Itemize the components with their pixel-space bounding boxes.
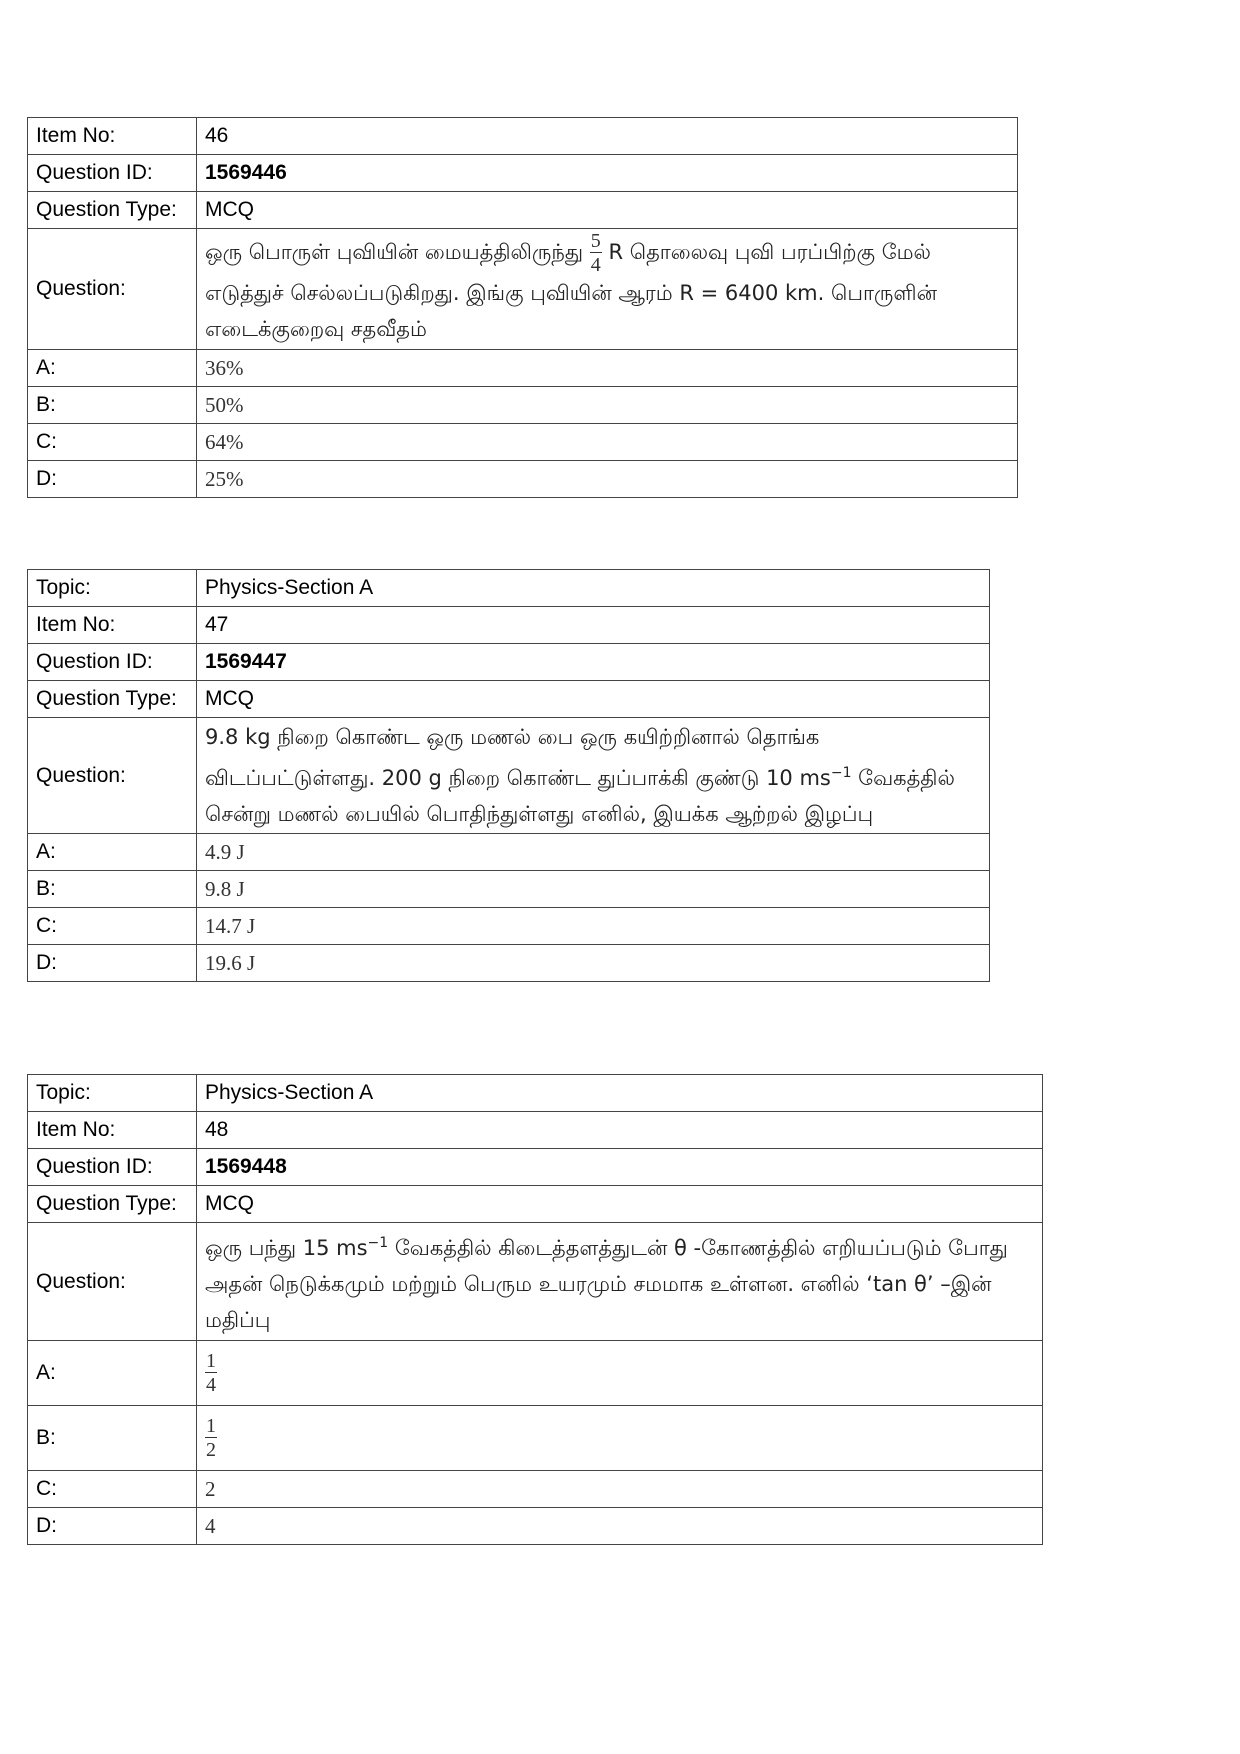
fraction-denominator: 2 [206, 1439, 216, 1461]
option-b-label: B: [28, 1406, 197, 1471]
option-c-row [28, 424, 1018, 461]
question-type-value: MCQ [197, 192, 1018, 229]
option-b-value [197, 1406, 1043, 1471]
option-d-value: 25% [197, 461, 1018, 498]
question-type-label: Question Type: [28, 1186, 197, 1223]
question-text [197, 1223, 1043, 1341]
question-id-value: 1569448 [197, 1149, 1043, 1186]
question-type-label: Question Type: [28, 681, 197, 718]
question-text-part1: 9.8 kg நிறை கொண்ட ஒரு மணல் பை ஒரு கயிற்றினால் தொங்க விடப்பட்டுள்ளது. 200 g நிறை கொண்ட துப்பாக்கி குண்டு 10 ms [205, 725, 831, 790]
question-label: Question: [28, 1223, 197, 1341]
question-id-label: Question ID: [28, 644, 197, 681]
option-c-label: C: [28, 1471, 197, 1508]
item-no-row [28, 607, 990, 644]
option-d-value: 4 [197, 1508, 1043, 1545]
option-a-value [197, 1341, 1043, 1406]
question-label: Question: [28, 229, 197, 350]
fraction-numerator: 1 [206, 1415, 216, 1437]
option-d-value: 19.6 J [197, 945, 990, 982]
topic-value: Physics-Section A [197, 1075, 1043, 1112]
question-row [28, 1223, 1043, 1341]
topic-value: Physics-Section A [197, 570, 990, 607]
question-type-row [28, 1186, 1043, 1223]
question-id-row [28, 644, 990, 681]
option-b-label: B: [28, 387, 197, 424]
question-text-part1: ஒரு பொருள் புவியின் மையத்திலிருந்து [205, 240, 584, 264]
option-b-row [28, 871, 990, 908]
option-a-row [28, 350, 1018, 387]
option-b-label: B: [28, 871, 197, 908]
fraction-5-4 [590, 231, 602, 275]
option-c-value: 64% [197, 424, 1018, 461]
topic-label: Topic: [28, 570, 197, 607]
question-type-label: Question Type: [28, 192, 197, 229]
item-no-label: Item No: [28, 1112, 197, 1149]
question-type-row [28, 192, 1018, 229]
fraction-numerator: 1 [206, 1350, 216, 1372]
item-no-value: 48 [197, 1112, 1043, 1149]
option-a-row [28, 1341, 1043, 1406]
question-type-row [28, 681, 990, 718]
option-d-row [28, 945, 990, 982]
option-c-label: C: [28, 424, 197, 461]
question-id-label: Question ID: [28, 155, 197, 192]
question-row [28, 718, 990, 834]
item-no-row [28, 118, 1018, 155]
option-b-value: 9.8 J [197, 871, 990, 908]
option-b-value: 50% [197, 387, 1018, 424]
question-id-row [28, 1149, 1043, 1186]
question-text-part2: வேகத்தில் கிடைத்தளத்துடன் θ -கோணத்தில் எறியப்படும் போது அதன் நெடுக்கமும் மற்றும் பெரும உயரமும் சமமாக உள்ளன. எனில் ‘tan θ’ –இன் மதிப்பு [205, 1236, 1008, 1332]
topic-row [28, 1075, 1043, 1112]
option-a-label: A: [28, 350, 197, 387]
option-c-value: 2 [197, 1471, 1043, 1508]
fraction-denominator: 4 [206, 1374, 216, 1396]
exponent: −1 [830, 765, 852, 781]
option-d-label: D: [28, 1508, 197, 1545]
question-table-46 [27, 117, 1018, 498]
item-no-label: Item No: [28, 118, 197, 155]
option-a-label: A: [28, 1341, 197, 1406]
topic-row [28, 570, 990, 607]
option-d-label: D: [28, 461, 197, 498]
option-b-row [28, 1406, 1043, 1471]
option-d-row [28, 1508, 1043, 1545]
fraction-denominator: 4 [590, 254, 601, 276]
question-id-row [28, 155, 1018, 192]
question-id-value: 1569446 [197, 155, 1018, 192]
option-c-label: C: [28, 908, 197, 945]
option-c-row [28, 1471, 1043, 1508]
question-label: Question: [28, 718, 197, 834]
question-id-value: 1569447 [197, 644, 990, 681]
topic-label: Topic: [28, 1075, 197, 1112]
question-text [197, 718, 990, 834]
question-table-47 [27, 569, 990, 982]
fraction-1-2 [205, 1416, 217, 1460]
option-c-value: 14.7 J [197, 908, 990, 945]
item-no-value: 46 [197, 118, 1018, 155]
option-a-value: 4.9 J [197, 834, 990, 871]
question-row [28, 229, 1018, 350]
option-a-value: 36% [197, 350, 1018, 387]
fraction-1-4 [205, 1351, 217, 1395]
option-c-row [28, 908, 990, 945]
fraction-numerator: 5 [590, 230, 601, 252]
exponent: −1 [367, 1235, 389, 1251]
question-id-label: Question ID: [28, 1149, 197, 1186]
option-a-label: A: [28, 834, 197, 871]
question-text [197, 229, 1018, 350]
question-text-part2: R தொலைவு புவி பரப்பிற்கு மேல் எடுத்துச் செல்லப்படுகிறது. இங்கு புவியின் ஆரம் R = 6400 km. பொருளின் எடைக்குறைவு சதவீதம் [205, 240, 937, 341]
question-type-value: MCQ [197, 1186, 1043, 1223]
option-b-row [28, 387, 1018, 424]
item-no-row [28, 1112, 1043, 1149]
option-d-label: D: [28, 945, 197, 982]
option-a-row [28, 834, 990, 871]
item-no-value: 47 [197, 607, 990, 644]
question-table-48 [27, 1074, 1043, 1545]
item-no-label: Item No: [28, 607, 197, 644]
question-type-value: MCQ [197, 681, 990, 718]
option-d-row [28, 461, 1018, 498]
question-text-part2: வேகத்தில் சென்று மணல் பையில் பொதிந்துள்ளது எனில், இயக்க ஆற்றல் இழப்பு [205, 766, 955, 826]
question-text-part1: ஒரு பந்து 15 ms [205, 1236, 368, 1260]
